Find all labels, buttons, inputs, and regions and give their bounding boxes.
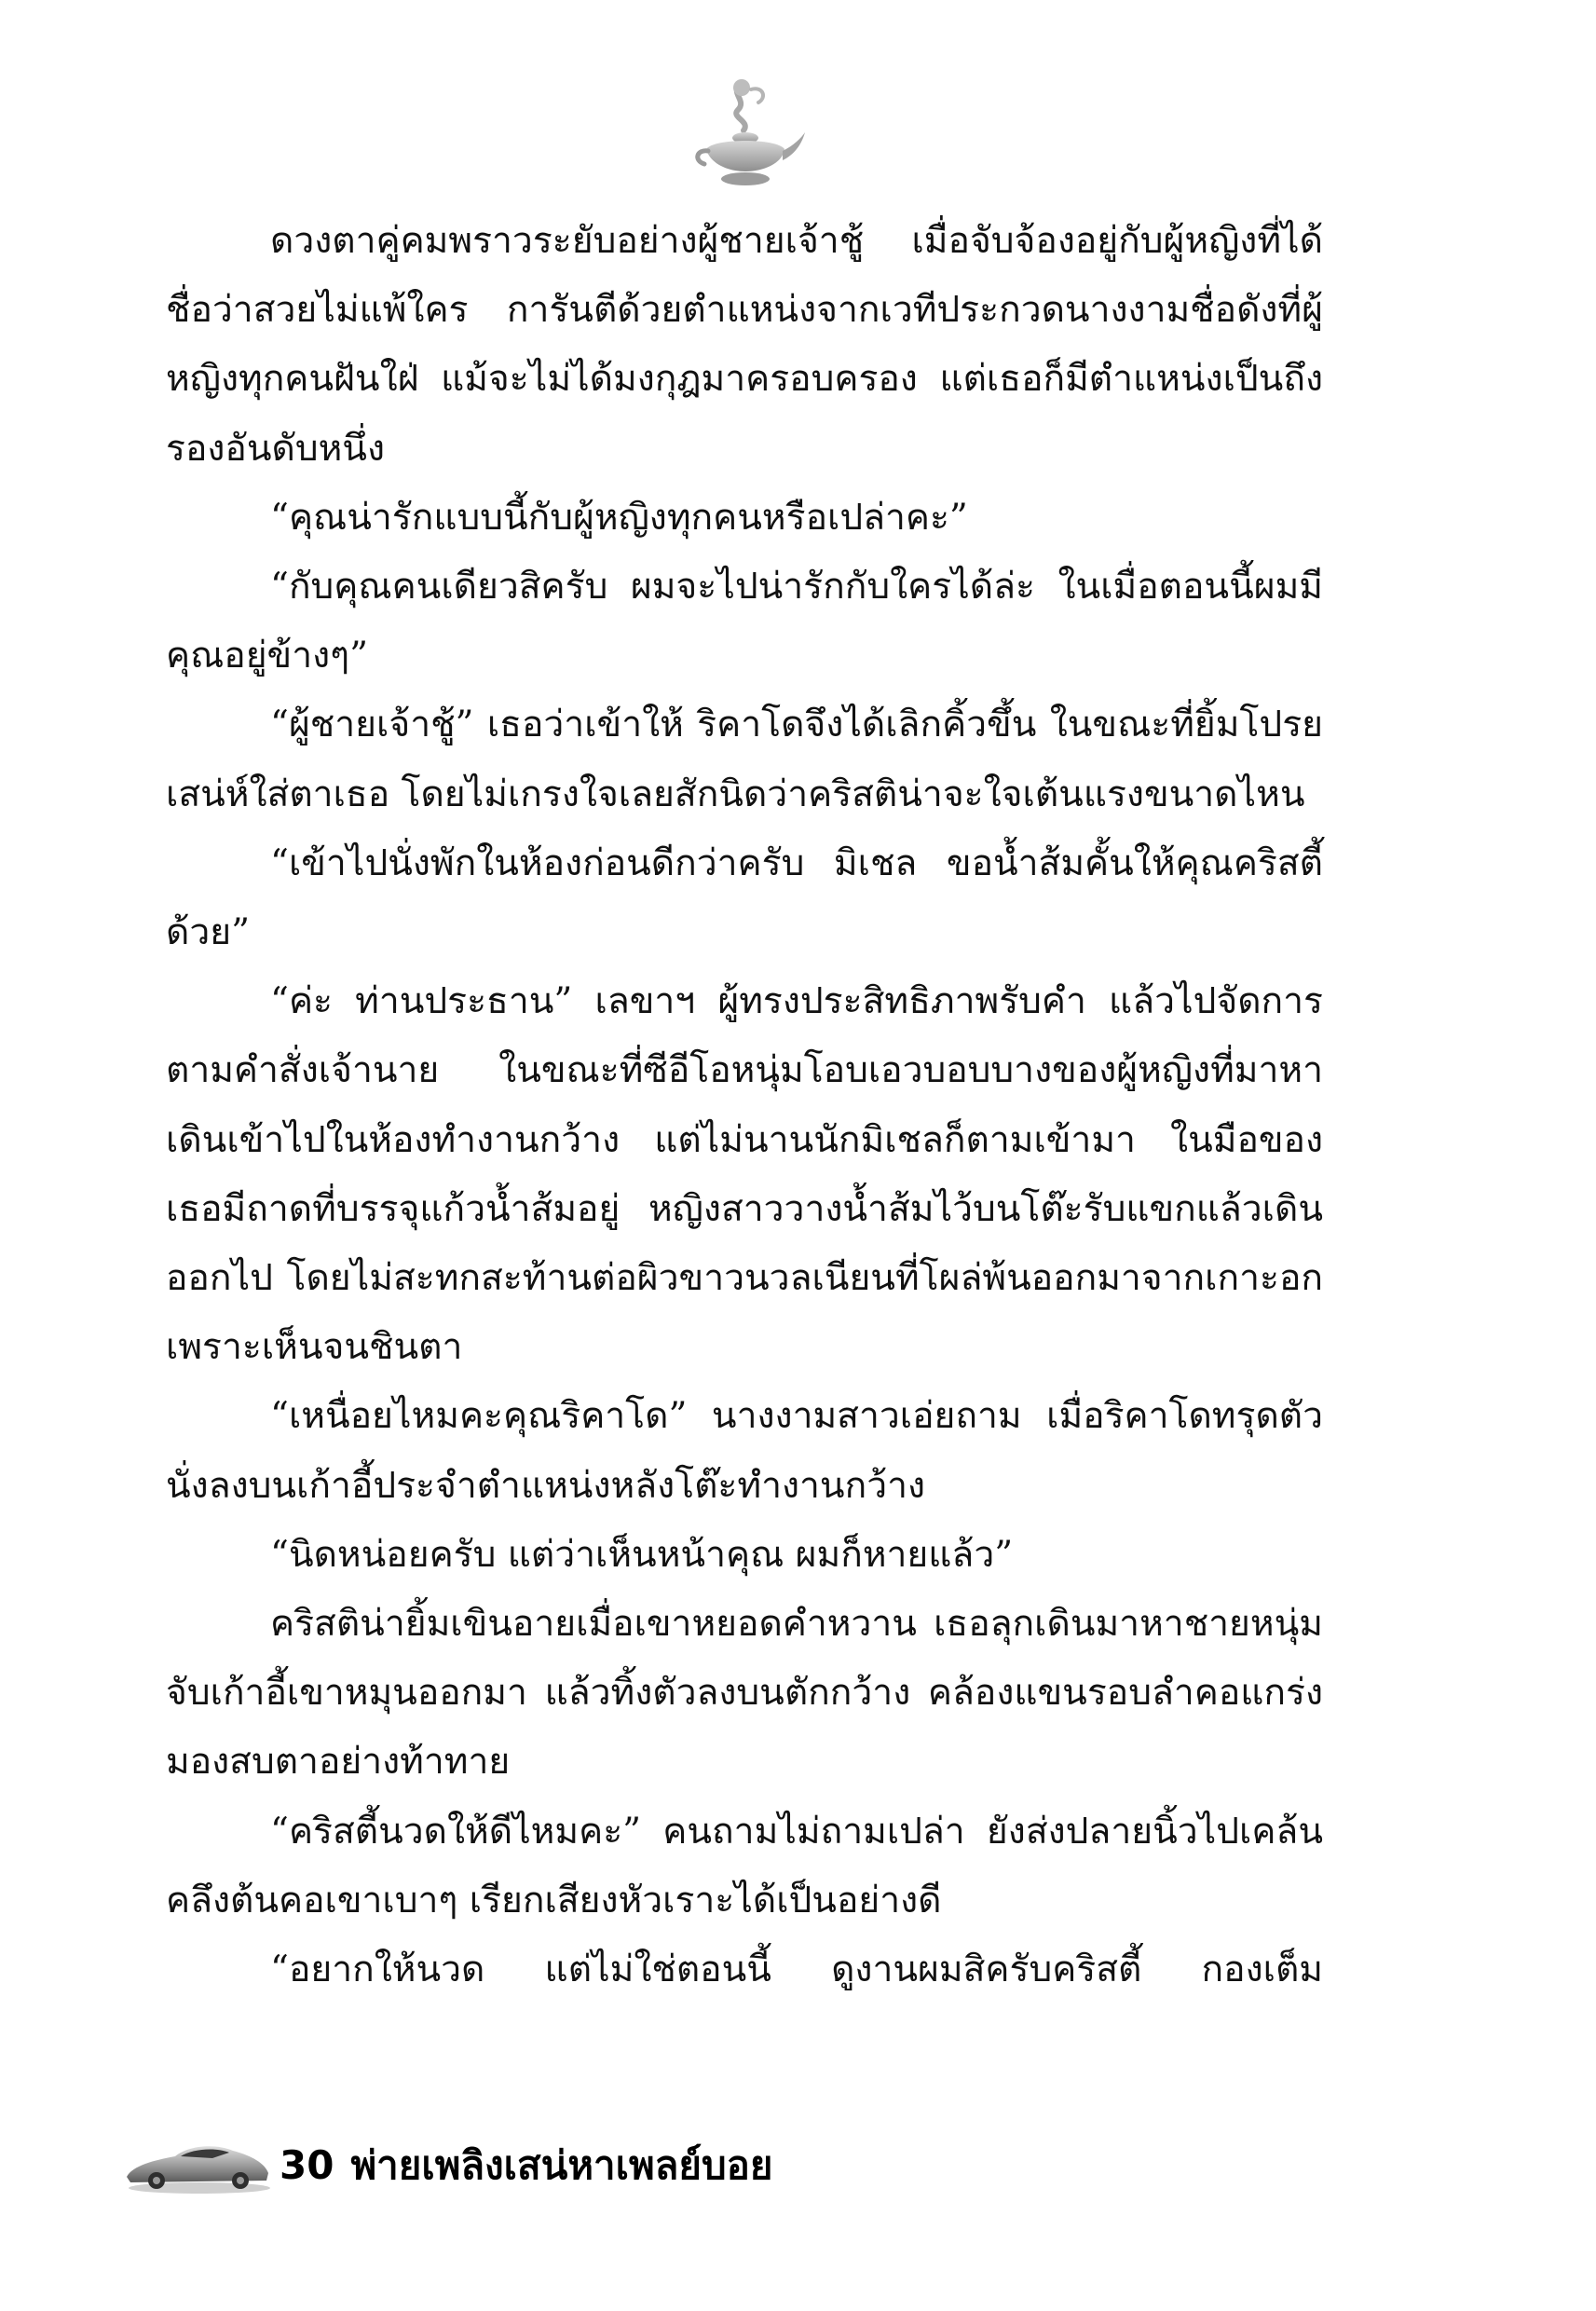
paragraph: “คุณน่ารักแบบนี้กับผู้หญิงทุกคนหรือเปล่าคะ” (270, 496, 968, 539)
paragraph: “คริสตี้นวดให้ดีไหมคะ” คนถามไม่ถามเปล่า ยังส่งปลายนิ้วไปเคล้นคลึงต้นคอเขาเบาๆ เรียกเสียงหัวเราะได้เป็นอย่างดี (166, 1810, 1323, 1921)
paragraph: “กับคุณคนเดียวสิครับ ผมจะไปน่ารักกับใครได้ล่ะ ในเมื่อตอนนี้ผมมีคุณอยู่ข้างๆ” (166, 566, 1323, 677)
lamp-genie-icon (686, 76, 807, 198)
paragraph: “ผู้ชายเจ้าชู้” เธอว่าเข้าให้ ริคาโดจึงได้เลิกคิ้วขึ้น ในขณะที่ยิ้มโปรยเสน่ห์ใส่ตาเธอ โดยไม่เกรงใจเลยสักนิดว่าคริสติน่าจะใจเต้นแรงขนาดไหน (166, 704, 1323, 815)
paragraph: คริสติน่ายิ้มเขินอายเมื่อเขาหยอดคำหวาน เธอลุกเดินมาหาชายหนุ่ม จับเก้าอี้เขาหมุนออกมา แล้วทิ้งตัวลงบนตักกว้าง คล้องแขนรอบลำคอแกร่ง มองสบตาอย่างท้าทาย (166, 1603, 1323, 1784)
paragraph: “นิดหน่อยครับ แต่ว่าเห็นหน้าคุณ ผมก็หายแล้ว” (270, 1533, 1014, 1576)
paragraph: ดวงตาคู่คมพราวระยับอย่างผู้ชายเจ้าชู้ เมื่อจับจ้องอยู่กับผู้หญิงที่ได้ชื่อว่าสวยไม่แพ้ใคร การันตีด้วยตำแหน่งจากเวทีประกวดนางงามชื่อดังที่ผู้หญิงทุกคนฝันใฝ่ แม้จะไม่ได้มงกุฎมาครอบครอง แต่เธอก็มีตำแหน่งเป็นถึงรองอันดับหนึ่ง (166, 220, 1323, 470)
footer-text (280, 2140, 772, 2192)
book-title: พ่ายเพลิงเสน่หาเพลย์บอย (350, 2142, 773, 2188)
paragraph: “เข้าไปนั่งพักในห้องก่อนดีกว่าครับ มิเชล ขอน้ำส้มคั้นให้คุณคริสตี้ด้วย” (166, 841, 1323, 954)
page-footer (123, 2113, 962, 2216)
sports-car-icon (123, 2132, 272, 2197)
paragraph: “ค่ะ ท่านประธาน” เลขาฯ ผู้ทรงประสิทธิภาพรับคำ แล้วไปจัดการตามคำสั่งเจ้านาย ในขณะที่ซีอีโอหนุ่มโอบเอวบอบบางของผู้หญิงที่มาหาเดินเข้าไปในห้องทำงานกว้าง แต่ไม่นานนักมิเชลก็ตามเข้ามา ในมือของเธอมีถาดที่บรรจุแก้วน้ำส้มอยู่ หญิงสาววางน้ำส้มไว้บนโต๊ะรับแขกแล้วเดินออกไป โดยไม่สะทกสะท้านต่อผิวขาวนวลเนียนที่โผล่พ้นออกมาจากเกาะอกเพราะเห็นจนชินตา (166, 980, 1323, 1369)
paragraph: “อยากให้นวด แต่ไม่ใช่ตอนนี้ ดูงานผมสิครับคริสตี้ กองเต็ม (270, 1949, 1323, 1991)
paragraph: “เหนื่อยไหมคะคุณริคาโด” นางงามสาวเอ่ยถาม เมื่อริคาโดทรุดตัวนั่งลงบนเก้าอี้ประจำตำแหน่งหลังโต๊ะทำงานกว้าง (166, 1395, 1323, 1507)
page-number: 30 (280, 2142, 334, 2188)
body-text (166, 207, 1323, 2004)
